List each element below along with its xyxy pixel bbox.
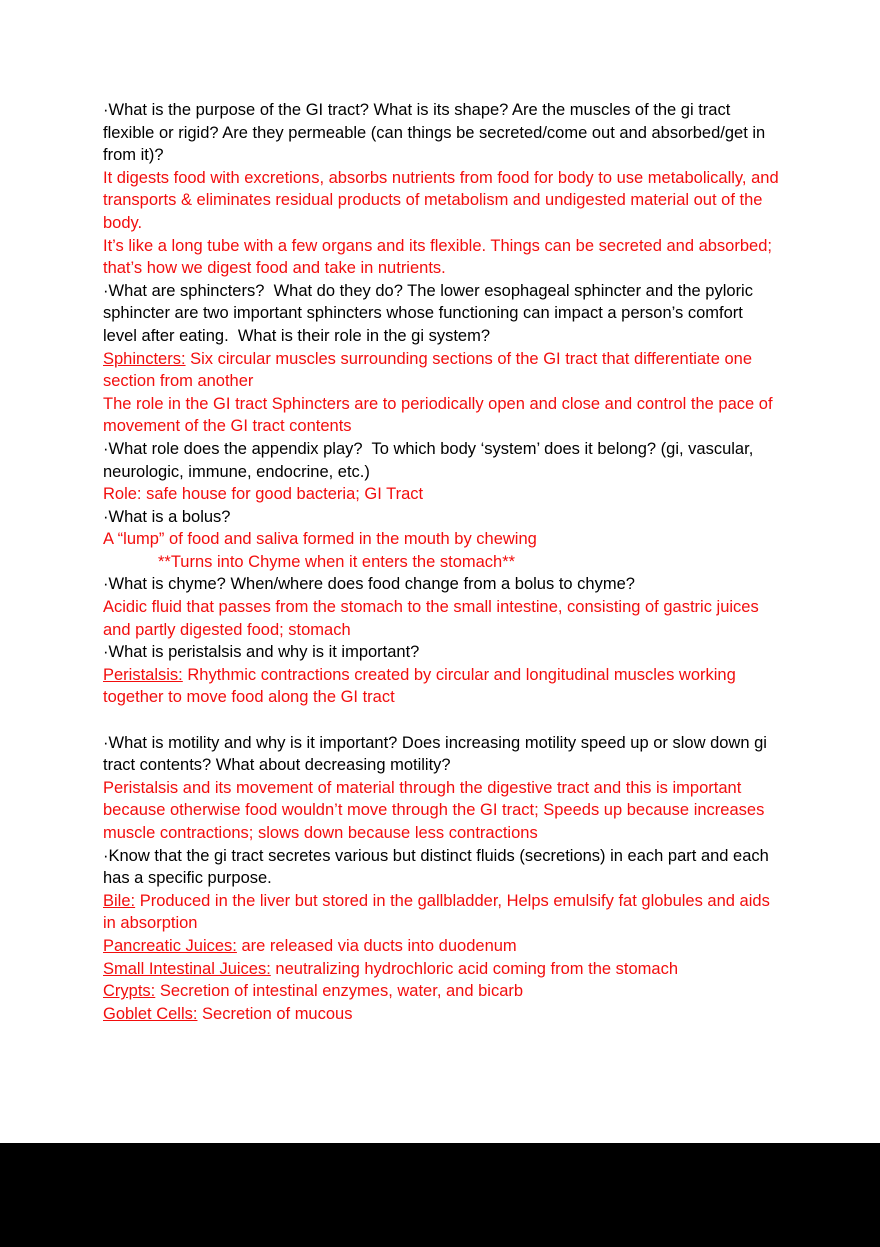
text-block <box>103 664 779 709</box>
question-text: ·What is chyme? When/where does food change from a bolus to chyme? <box>103 575 635 594</box>
term-underlined: Sphincters: <box>103 349 186 368</box>
text-block <box>103 1003 779 1026</box>
question-text: ·Know that the gi tract secretes various but distinct fluids (secretions) in each part and each has a specific purpose. <box>103 846 774 888</box>
answer-text: It’s like a long tube with a few organs and its flexible. Things can be secreted and absorbed; that’s how we digest food and take in nutrients. <box>103 236 777 278</box>
answer-text: Peristalsis and its movement of material through the digestive tract and this is important because otherwise food wouldn’t move through the GI tract; Speeds up because increases muscle contractions; slows down because less contractions <box>103 778 769 842</box>
question-text: ·What is motility and why is it important? Does increasing motility speed up or slow down gi tract contents? What about decreasing motility? <box>103 733 772 775</box>
question-text: ·What is the purpose of the GI tract? What is its shape? Are the muscles of the gi tract flexible or rigid? Are they permeable (can things be secreted/come out and absorbed/get in from it)? <box>103 101 770 165</box>
document-content <box>103 99 784 1025</box>
answer-text: Rhythmic contractions created by circular and longitudinal muscles working together to move food along the GI tract <box>103 665 741 707</box>
answer-text: Secretion of intestinal enzymes, water, and bicarb <box>155 982 524 1001</box>
answer-text: Role: safe house for good bacteria; GI Tract <box>103 485 424 504</box>
answer-text: Produced in the liver but stored in the gallbladder, Helps emulsify fat globules and aids in absorption <box>103 891 775 933</box>
answer-text: **Turns into Chyme when it enters the stomach** <box>158 552 516 571</box>
text-block <box>103 393 779 438</box>
text-block <box>103 732 779 777</box>
question-text: ·What role does the appendix play? To which body ‘system’ does it belong? (gi, vascular, neurologic, immune, endocrine, etc.) <box>103 439 758 481</box>
term-underlined: Peristalsis: <box>103 665 183 684</box>
term-underlined: Small Intestinal Juices: <box>103 959 271 978</box>
text-block <box>103 438 779 483</box>
question-text: ·What is a bolus? <box>103 507 231 526</box>
answer-text: Acidic fluid that passes from the stomach to the small intestine, consisting of gastric juices and partly digested food; stomach <box>103 598 764 639</box>
text-block <box>103 528 779 551</box>
answer-text: are released via ducts into duodenum <box>236 936 517 955</box>
text-block <box>103 935 779 958</box>
text-block <box>103 845 779 890</box>
page-end-black-area <box>0 1143 880 1247</box>
text-block <box>103 280 779 348</box>
term-underlined: Pancreatic Juices: <box>103 936 237 955</box>
question-text: ·What is peristalsis and why is it important? <box>103 643 420 662</box>
text-block <box>103 99 779 167</box>
text-block <box>103 235 779 280</box>
answer-text: neutralizing hydrochloric acid coming from the stomach <box>270 959 679 978</box>
answer-text: Secretion of mucous <box>197 1004 353 1023</box>
term-underlined: Bile: <box>103 891 136 910</box>
text-block <box>103 551 779 574</box>
text-block <box>103 596 779 641</box>
answer-text: It digests food with excretions, absorbs nutrients from food for body to use metabolically, and transports & eliminates residual products of metabolism and undigested material out of the body. <box>103 168 784 232</box>
term-underlined: Goblet Cells: <box>103 1004 198 1023</box>
text-block <box>103 348 779 393</box>
text-block <box>103 777 779 845</box>
text-block <box>103 573 779 596</box>
text-block <box>103 980 779 1003</box>
text-block <box>103 641 779 664</box>
answer-text: The role in the GI tract Sphincters are to periodically open and close and control the pace of movement of the GI tract contents <box>103 394 778 436</box>
text-block <box>103 890 779 935</box>
answer-text: A “lump” of food and saliva formed in the mouth by chewing <box>103 530 537 549</box>
text-block <box>103 958 779 981</box>
question-text: ·What are sphincters? What do they do? The lower esophageal sphincter and the pyloric sphincter are two important sphincters whose functioning can impact a person’s comfort level after eating. What is their role in the gi system? <box>103 281 758 345</box>
answer-text: Six circular muscles surrounding sections of the GI tract that differentiate one section from another <box>103 349 757 391</box>
text-block <box>103 506 779 529</box>
term-underlined: Crypts: <box>103 982 156 1001</box>
text-block <box>103 167 784 235</box>
text-block <box>103 483 779 506</box>
blank-line <box>103 709 779 732</box>
